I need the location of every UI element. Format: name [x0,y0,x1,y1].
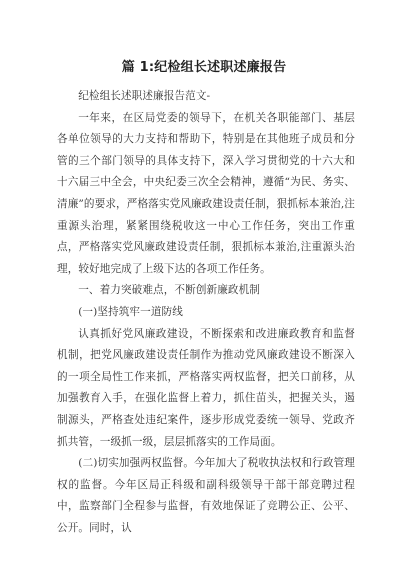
document-body [57,86,355,539]
subsection-heading-1: (一)坚持筑牢一道防线 [78,305,183,318]
paragraph-1: 一年来，在区局党委的领导下，在机关各职能部门、基层各单位领导的大力支持和帮助下，特别是在其他班子成员和分管的三个部门领导的具体支持下，深入学习贯彻党的十六大和十六届三中全会，中央纪委三次全会精神，遵循“为民、务实、清廉”的要求，严格落实党风廉政建设责任制，狠抓标本兼治,注重源头治理，紧紧围绕税收这一中心工作任务，突出工作重点，严格落实党风廉政建设责任制，狠抓标本兼治,注重源头治理，较好地完成了上级下达的各项工作任务。 [57,111,355,275]
paragraph-3: (二)切实加强两权监督。今年加大了税收执法权和行政管理权的监督。今年区局正科级和副科级领导干部干部竞聘过程中，监察部门全程参与监督，有效地保证了竞聘公正、公平、公开。同时，认 [57,457,355,534]
document-title: 篇 1:纪检组长述职述廉报告 [121,60,287,75]
paragraph-2: 认真抓好党风廉政建设，不断探索和改进廉政教育和监督机制，把党风廉政建设责任制作为推动党风廉政建设不断深入的一项全局性工作来抓，严格落实两权监督，把关口前移，从加强教育入手，在强化监督上着力，抓住苗头，把握关头，遏制源头，严格查处违纪案件，逐步形成党委统一领导、党政齐抓共管，一级抓一级，层层抓落实的工作局面。 [57,327,355,448]
section-heading-1: 一、着力突破难点，不断创新廉政机制 [78,284,260,297]
document-subtitle: 纪检组长述职述廉报告范文- [78,90,211,102]
